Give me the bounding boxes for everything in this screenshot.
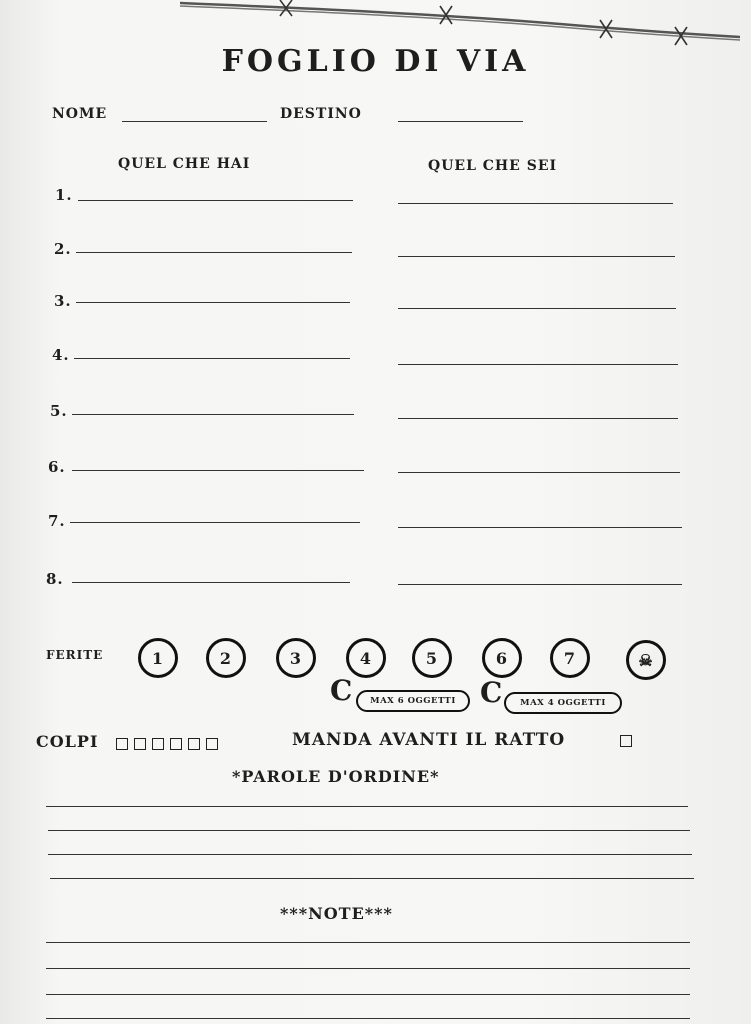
- wound-circle-5[interactable]: 5: [412, 638, 452, 678]
- hit-checkbox[interactable]: [116, 738, 128, 750]
- are-field-3[interactable]: [398, 308, 676, 309]
- row-number: 2.: [54, 240, 72, 258]
- notes-line[interactable]: [46, 1018, 690, 1019]
- hit-checkbox[interactable]: [188, 738, 200, 750]
- hit-checkbox[interactable]: [170, 738, 182, 750]
- row-number: 5.: [50, 402, 68, 420]
- wound-circle-4[interactable]: 4: [346, 638, 386, 678]
- name-field[interactable]: [122, 121, 267, 122]
- have-field-5[interactable]: [72, 414, 354, 415]
- are-field-4[interactable]: [398, 364, 678, 365]
- password-line[interactable]: [48, 830, 690, 831]
- row-number: 6.: [48, 458, 66, 476]
- show-through-text: [300, 40, 720, 740]
- have-field-3[interactable]: [76, 302, 350, 303]
- are-field-2[interactable]: [398, 256, 675, 257]
- wound-circle-7[interactable]: 7: [550, 638, 590, 678]
- column-header-are: QUEL CHE SEI: [428, 158, 558, 174]
- notes-line[interactable]: [46, 994, 690, 995]
- have-field-2[interactable]: [76, 252, 352, 253]
- are-field-8[interactable]: [398, 584, 682, 585]
- hook-icon: C: [480, 676, 504, 709]
- hits-boxes: [116, 733, 224, 752]
- hit-checkbox[interactable]: [206, 738, 218, 750]
- destination-field[interactable]: [398, 121, 523, 122]
- hit-checkbox[interactable]: [152, 738, 164, 750]
- password-line[interactable]: [46, 806, 688, 807]
- destination-label: DESTINO: [280, 106, 362, 122]
- wound-circle-3[interactable]: 3: [276, 638, 316, 678]
- have-field-7[interactable]: [70, 522, 360, 523]
- are-field-1[interactable]: [398, 203, 673, 204]
- row-number: 1.: [55, 186, 73, 204]
- barbed-wire-icon: [180, 0, 740, 50]
- notes-heading: ***NOTE***: [280, 904, 393, 923]
- have-field-8[interactable]: [72, 582, 350, 583]
- wound-circle-2[interactable]: 2: [206, 638, 246, 678]
- rat-label: MANDA AVANTI IL RATTO: [292, 730, 566, 750]
- name-label: NOME: [52, 106, 108, 122]
- password-line[interactable]: [50, 878, 694, 879]
- have-field-6[interactable]: [72, 470, 364, 471]
- hits-label: COLPI: [36, 732, 99, 751]
- rat-checkbox[interactable]: [620, 735, 632, 747]
- column-header-have: QUEL CHE HAI: [118, 156, 251, 172]
- hook-icon: C: [330, 674, 354, 707]
- notes-line[interactable]: [46, 942, 690, 943]
- wound-circle-1[interactable]: 1: [138, 638, 178, 678]
- limit-badge: MAX 6 OGGETTI: [356, 690, 470, 712]
- row-number: 7.: [48, 512, 66, 530]
- hit-checkbox[interactable]: [134, 738, 146, 750]
- are-field-5[interactable]: [398, 418, 678, 419]
- skull-icon[interactable]: ☠: [626, 640, 666, 680]
- have-field-1[interactable]: [78, 200, 353, 201]
- row-number: 4.: [52, 346, 70, 364]
- password-line[interactable]: [48, 854, 692, 855]
- row-number: 8.: [46, 570, 64, 588]
- page-title: FOGLIO DI VIA: [221, 44, 530, 79]
- are-field-6[interactable]: [398, 472, 680, 473]
- have-field-4[interactable]: [74, 358, 350, 359]
- row-number: 3.: [54, 292, 72, 310]
- notes-line[interactable]: [46, 968, 690, 969]
- wound-circle-6[interactable]: 6: [482, 638, 522, 678]
- passwords-heading: *PAROLE D'ORDINE*: [232, 767, 440, 786]
- are-field-7[interactable]: [398, 527, 682, 528]
- limit-badge: MAX 4 OGGETTI: [504, 692, 622, 714]
- wounds-label: FERITE: [46, 648, 104, 662]
